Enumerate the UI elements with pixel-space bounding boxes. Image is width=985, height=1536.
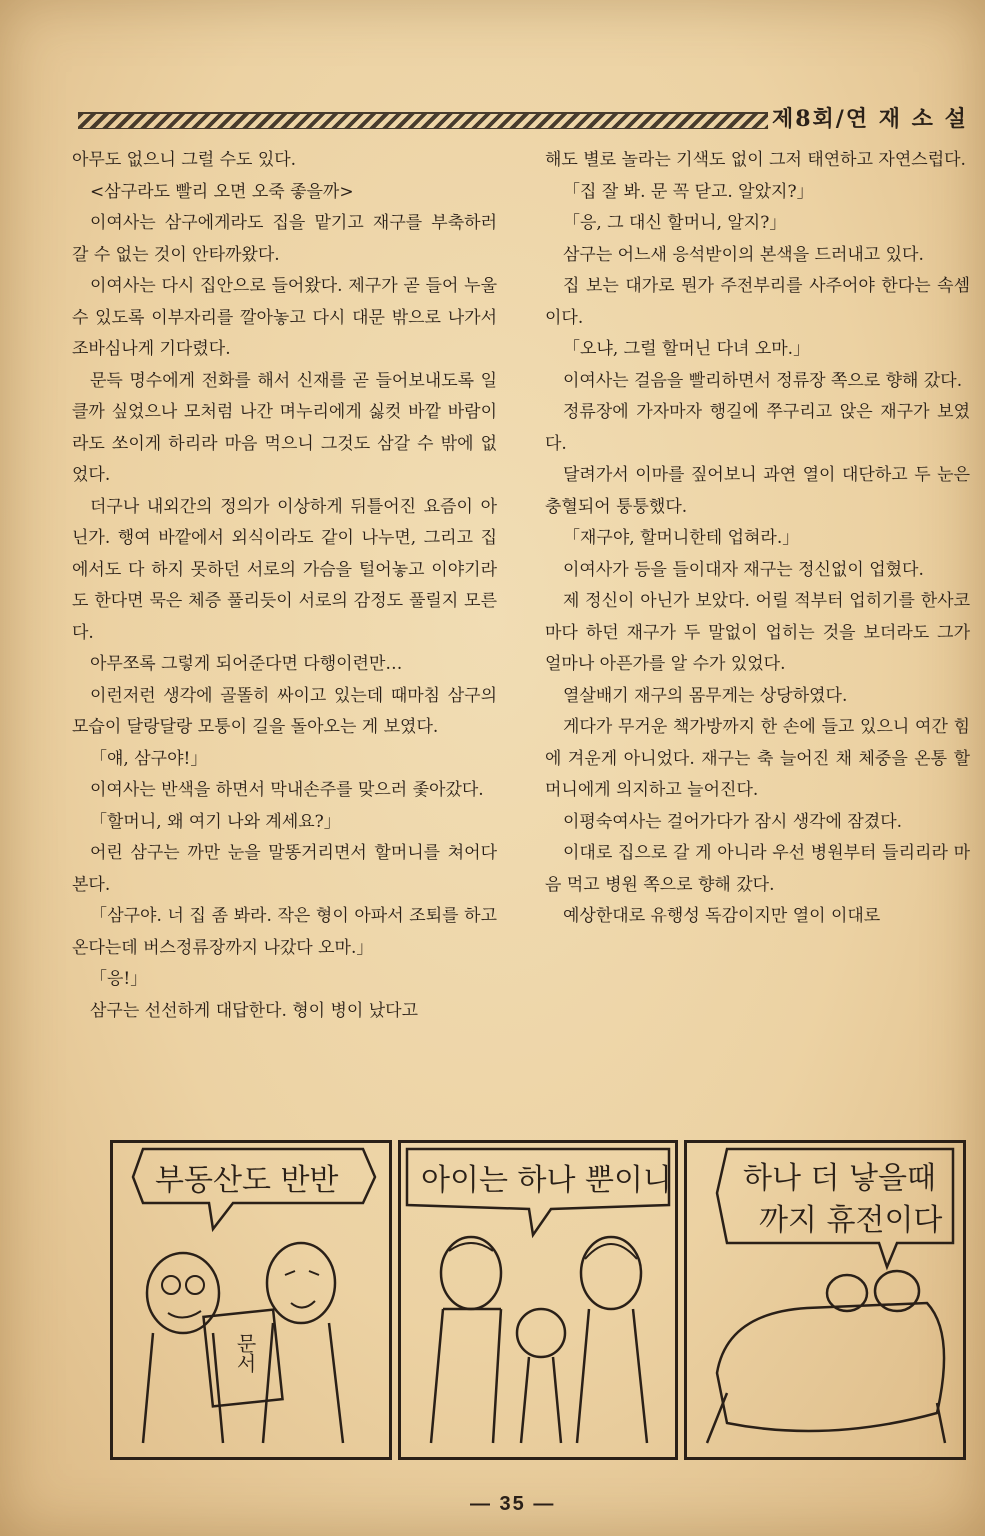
cartoon-panel-2 [398,1140,678,1460]
document-sign-text: 문서 [233,1333,257,1373]
paragraph: 「집 잘 봐. 문 꼭 닫고. 알았지?」 [563,181,814,202]
paragraph: 「응, 그 대신 할머니, 알지?」 [563,213,787,233]
paragraph: 「응!」 [90,969,148,989]
speech-bubble-text: 부동산도 반반 [155,1163,339,1198]
series-title: 제8회/연 재 소 설 [772,106,968,132]
paragraph: 이여사는 삼구에게라도 집을 맡기고 재구를 부축하러 갈 수 없는 것이 안타까왔다. [72,213,497,265]
paragraph: 정류장에 가자마자 행길에 쭈구리고 앉은 재구가 보였다. [545,402,970,454]
paragraph: 「할머니, 왜 여기 나와 계세요?」 [90,811,341,832]
paragraph: 이런저런 생각에 골똘히 싸이고 있는데 때마침 삼구의 모습이 달랑달랑 모퉁이 길을 돌아오는 게 보였다. [72,685,497,737]
paragraph: 이여사가 등을 들이대자 재구는 정신없이 업혔다. [563,559,924,580]
right-text-column [545,145,970,933]
speech-bubble-line-1: 하나 더 낳을때 [743,1161,936,1196]
cartoon-panel-1 [110,1140,392,1460]
paragraph: 「얘, 삼구야!」 [90,748,208,769]
paragraph: 「재구야, 할머니한테 업혀라.」 [563,528,800,548]
paragraph: 「삼구야. 너 집 좀 봐라. 작은 형이 아파서 조퇴를 하고 온다는데 버스정류장까지 나갔다 오마.」 [72,906,497,958]
speech-bubble-line-2: 까지 휴전이다 [759,1203,943,1238]
paragraph: 삼구는 어느새 응석받이의 본색을 드러내고 있다. [563,244,924,265]
paragraph: 삼구는 선선하게 대답한다. 형이 병이 났다고 [90,1000,419,1021]
paragraph: <삼구라도 빨리 오면 오죽 좋을까> [90,181,354,202]
paragraph: 예상한대로 유행성 독감이지만 열이 이대로 [563,906,881,926]
page-number: — 35 — [470,1493,556,1515]
paragraph: 아무쪼록 그렇게 되어준다면 다행이련만… [90,654,403,674]
paragraph: 제 정신이 아닌가 보았다. 어릴 적부터 업히기를 한사코 마다 하던 재구가 두 말없이 업히는 것을 보더라도 그가 얼마나 아픈가를 알 수가 있었다. [545,591,970,674]
left-text-column [72,145,497,1027]
paragraph: 집 보는 대가로 뭔가 주전부리를 사주어야 한다는 속셈이다. [545,276,970,328]
paragraph: 게다가 무거운 책가방까지 한 손에 들고 있으니 여간 힘에 겨운게 아니었다. 재구는 축 늘어진 채 체중을 온통 할머니에게 의지하고 늘어진다. [545,717,970,800]
paragraph: 아무도 없으니 그럴 수도 있다. [72,150,297,170]
paragraph: 이여사는 다시 집안으로 들어왔다. 제구가 곧 들어 누울 수 있도록 이부자리를 깔아놓고 다시 대문 밖으로 나가서 조바심나게 기다렸다. [72,276,497,359]
paragraph: 더구나 내외간의 정의가 이상하게 뒤틀어진 요즘이 아닌가. 행여 바깥에서 외식이라도 같이 나누면, 그리고 집에서도 다 하지 못하던 서로의 가슴을 털어놓고 이야기라도 한다면 묵은 체증 풀리듯이 서로의 감정도 풀릴지 모른다. [72,496,497,643]
paragraph: 해도 별로 놀라는 기색도 없이 그저 태연하고 자연스럽다. [545,150,966,170]
paragraph: 이여사는 걸음을 빨리하면서 정류장 쪽으로 향해 갔다. [563,370,963,391]
paragraph: 이여사는 반색을 하면서 막내손주를 맞으러 좇아갔다. [90,780,484,800]
paragraph: 어린 삼구는 까만 눈을 말똥거리면서 할머니를 쳐어다 본다. [72,843,497,895]
paragraph: 이대로 집으로 갈 게 아니라 우선 병원부터 들리리라 마음 먹고 병원 쪽으로 향해 갔다. [545,843,970,895]
cartoon-panel-3 [684,1140,966,1460]
paragraph: 열살배기 재구의 몸무게는 상당하였다. [563,685,848,706]
header-decorative-rule [78,112,768,129]
paragraph: 이평숙여사는 걸어가다가 잠시 생각에 잠겼다. [563,811,903,832]
speech-bubble-text: 아이는 하나 뿐이니 [421,1163,672,1198]
paragraph: 문득 명수에게 전화를 해서 신재를 곧 들어보내도록 일클까 싶었으나 모처럼 나간 며누리에게 싫컷 바깥 바람이라도 쏘이게 하리라 마음 먹으니 그것도 삼갈 수 밖에 없었다. [72,370,497,485]
paragraph: 달려가서 이마를 짚어보니 과연 열이 대단하고 두 눈은 충혈되어 퉁퉁했다. [545,465,970,517]
paragraph: 「오냐, 그럴 할머닌 다녀 오마.」 [563,339,811,359]
